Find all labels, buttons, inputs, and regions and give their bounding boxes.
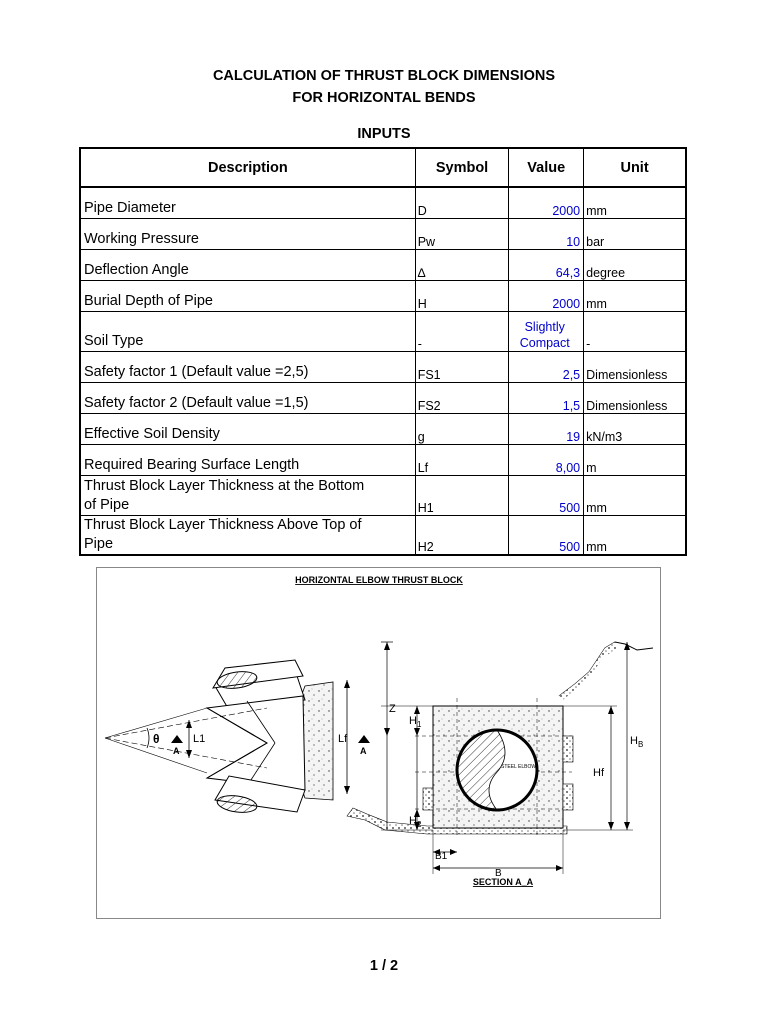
elbow-plan-view: [105, 660, 370, 815]
column-header-description: Description: [80, 148, 415, 187]
thrust-block-drawing-svg: [97, 568, 660, 918]
row-description: Deflection Angle: [80, 249, 415, 280]
row-value[interactable]: 19: [509, 413, 584, 444]
row-value[interactable]: 2000: [509, 187, 584, 218]
desc-line1: Thrust Block Layer Thickness at the Bottom: [84, 477, 365, 494]
row-value[interactable]: [509, 311, 584, 351]
column-header-value: Value: [509, 148, 584, 187]
row-symbol: D: [415, 187, 509, 218]
table-row: [80, 413, 686, 444]
row-value[interactable]: 500: [509, 515, 584, 555]
h1-label: $H_1$: [409, 715, 422, 729]
table-row: [80, 280, 686, 311]
steel-elbow-label: STEEL ELBOW: [501, 764, 537, 770]
lf-label: Lf: [338, 733, 348, 745]
row-value[interactable]: 2000: [509, 280, 584, 311]
row-unit: mm: [584, 515, 686, 555]
row-unit: -: [584, 311, 686, 351]
table-row: [80, 218, 686, 249]
b-label: B: [495, 868, 502, 879]
section-marker-a-right: A: [360, 746, 367, 756]
doc-title-line1: CALCULATION OF THRUST BLOCK DIMENSIONS: [212, 68, 556, 84]
row-unit: bar: [584, 218, 686, 249]
inputs-table: [79, 147, 687, 556]
table-row: [80, 382, 686, 413]
thrust-block-drawing: [96, 567, 661, 919]
row-symbol: g: [415, 413, 509, 444]
row-description: Working Pressure: [80, 218, 415, 249]
row-unit: mm: [584, 280, 686, 311]
row-unit: Dimensionless: [584, 382, 686, 413]
doc-title-line2: FOR HORIZONTAL BENDS: [292, 90, 476, 106]
row-symbol: Pw: [415, 218, 509, 249]
row-unit: mm: [584, 475, 686, 515]
row-symbol: H2: [415, 515, 509, 555]
section-marker-a-left: A: [173, 746, 180, 756]
h2-label: $H_2$: [409, 815, 422, 829]
row-value[interactable]: 10: [509, 218, 584, 249]
row-value[interactable]: 64,3: [509, 249, 584, 280]
row-symbol: ∆: [415, 249, 509, 280]
section-view: [347, 642, 653, 874]
theta-label: θ: [153, 732, 160, 746]
row-description: Safety factor 1 (Default value =2,5): [80, 351, 415, 382]
row-symbol: FS2: [415, 382, 509, 413]
row-symbol: -: [415, 311, 509, 351]
section-heading-inputs: INPUTS: [357, 126, 411, 142]
desc-line1: Thrust Block Layer Thickness Above Top of: [84, 517, 362, 533]
desc-line2: of Pipe: [84, 496, 130, 513]
table-row: [80, 475, 686, 515]
table-row: [80, 249, 686, 280]
row-value[interactable]: 8,00: [509, 444, 584, 475]
row-unit: mm: [584, 187, 686, 218]
page-number: 1 / 2: [369, 958, 399, 974]
drawing-title: HORIZONTAL ELBOW THRUST BLOCK: [295, 575, 463, 585]
row-description: [80, 475, 415, 515]
row-symbol: FS1: [415, 351, 509, 382]
row-description: Burial Depth of Pipe: [80, 280, 415, 311]
row-description: [80, 515, 415, 555]
column-header-unit: Unit: [584, 148, 686, 187]
hf-label: Hf: [593, 767, 604, 779]
row-unit: kN/m3: [584, 413, 686, 444]
row-unit: m: [584, 444, 686, 475]
table-row: [80, 444, 686, 475]
column-header-symbol: Symbol: [415, 148, 509, 187]
value-line1: Slightly: [524, 319, 565, 334]
row-value[interactable]: 1,5: [509, 382, 584, 413]
row-symbol: Lf: [415, 444, 509, 475]
table-header-row: [80, 148, 686, 187]
table-row: [80, 187, 686, 218]
row-description: Safety factor 2 (Default value =1,5): [80, 382, 415, 413]
value-line2: Compact: [519, 335, 570, 350]
row-description: Pipe Diameter: [80, 187, 415, 218]
desc-line2: Pipe: [84, 536, 114, 552]
l1-label: L1: [193, 733, 206, 745]
table-row: [80, 351, 686, 382]
section-a-a-label: SECTION A_A: [472, 877, 534, 887]
row-value[interactable]: 500: [509, 475, 584, 515]
row-unit: Dimensionless: [584, 351, 686, 382]
table-row: [80, 515, 686, 555]
hb-label: $H_B$: [630, 735, 644, 749]
table-row: [80, 311, 686, 351]
row-symbol: H: [415, 280, 509, 311]
row-value[interactable]: 2,5: [509, 351, 584, 382]
row-unit: degree: [584, 249, 686, 280]
row-symbol: H1: [415, 475, 509, 515]
b1-label: B1: [435, 851, 448, 862]
z-label: Z: [389, 703, 396, 715]
row-description: Effective Soil Density: [80, 413, 415, 444]
row-description: Soil Type: [80, 311, 415, 351]
row-description: Required Bearing Surface Length: [80, 444, 415, 475]
